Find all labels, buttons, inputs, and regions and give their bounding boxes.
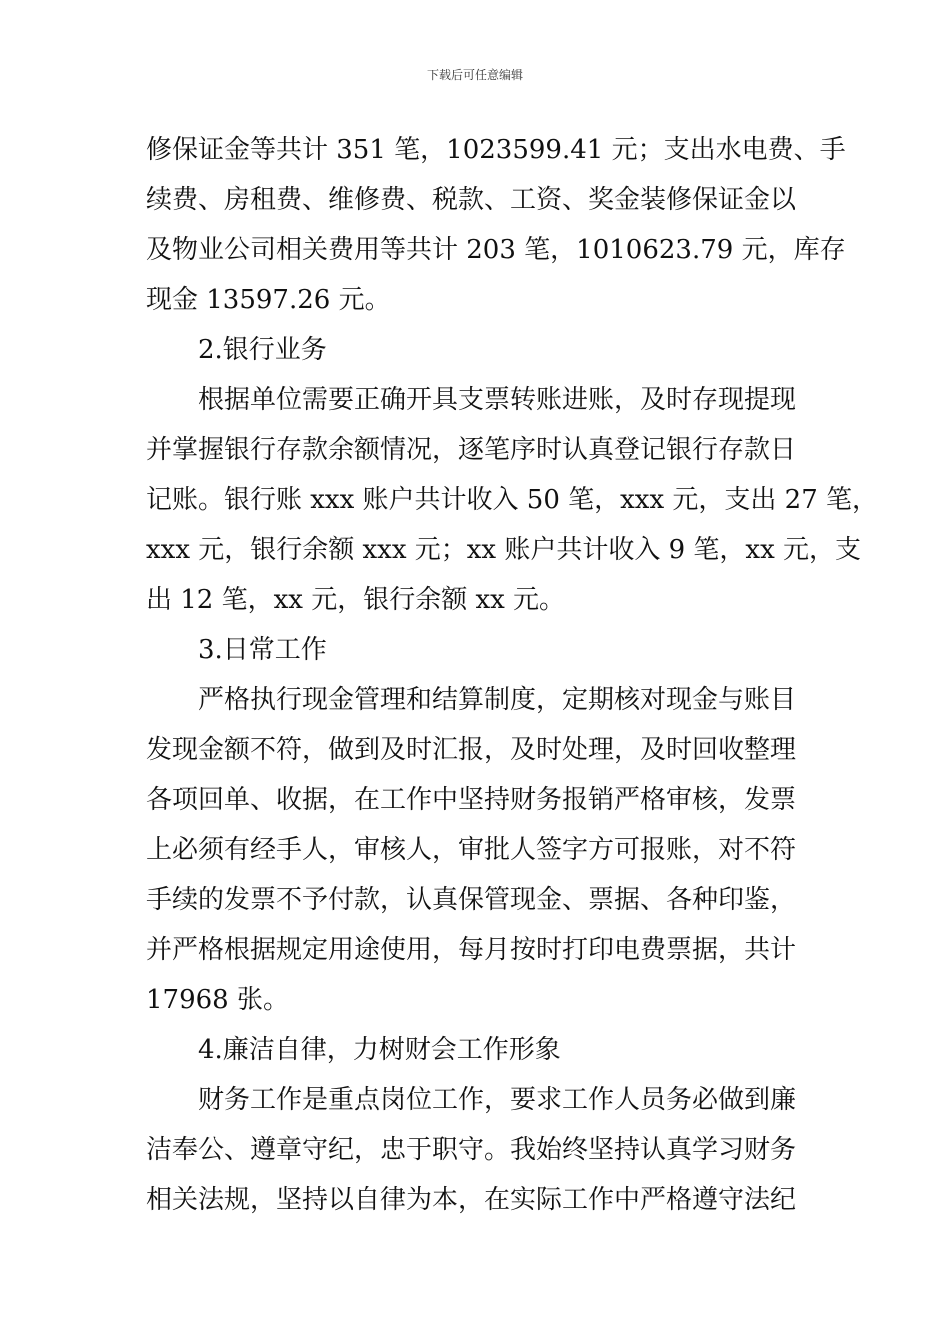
section-heading-bank: 2.银行业务	[198, 335, 327, 365]
text-line: 并掌握银行存款余额情况，逐笔序时认真登记银行存款日	[146, 435, 797, 465]
text-line: 洁奉公、遵章守纪，忠于职守。我始终坚持认真学习财务	[146, 1135, 797, 1165]
text-line: 各项回单、收据，在工作中坚持财务报销严格审核，发票	[146, 785, 797, 815]
document-body	[146, 125, 878, 1225]
text-line: 及物业公司相关费用等共计 203 笔，1010623.79 元，库存	[146, 235, 846, 265]
text-line: 续费、房租费、维修费、税款、工资、奖金装修保证金以	[146, 185, 797, 215]
text-line: 记账。银行账 xxx 账户共计收入 50 笔，xxx 元，支出 27 笔，	[146, 485, 878, 515]
text-line: 17968 张。	[146, 985, 289, 1015]
page-header-note: 下载后可任意编辑	[426, 68, 523, 82]
text-line: xxx 元，银行余额 xxx 元；xx 账户共计收入 9 笔，xx 元，支	[146, 535, 862, 565]
text-line: 并严格根据规定用途使用，每月按时打印电费票据，共计	[146, 935, 797, 965]
text-line: 修保证金等共计 351 笔，1023599.41 元；支出水电费、手	[146, 135, 846, 165]
text-line: 手续的发票不予付款，认真保管现金、票据、各种印鉴，	[146, 885, 797, 915]
text-line: 财务工作是重点岗位工作，要求工作人员务必做到廉	[198, 1085, 797, 1115]
text-line: 上必须有经手人，审核人，审批人签字方可报账，对不符	[146, 835, 797, 865]
text-line: 严格执行现金管理和结算制度，定期核对现金与账目	[198, 685, 797, 715]
text-line: 现金 13597.26 元。	[146, 285, 391, 315]
section-heading-daily-work: 3.日常工作	[198, 635, 327, 665]
section-heading-integrity: 4.廉洁自律，力树财会工作形象	[198, 1035, 561, 1065]
text-line: 出 12 笔，xx 元，银行余额 xx 元。	[146, 585, 566, 615]
text-line: 根据单位需要正确开具支票转账进账，及时存现提现	[198, 385, 797, 415]
text-line: 发现金额不符，做到及时汇报，及时处理，及时回收整理	[146, 735, 797, 765]
text-line: 相关法规，坚持以自律为本，在实际工作中严格遵守法纪	[146, 1185, 797, 1215]
